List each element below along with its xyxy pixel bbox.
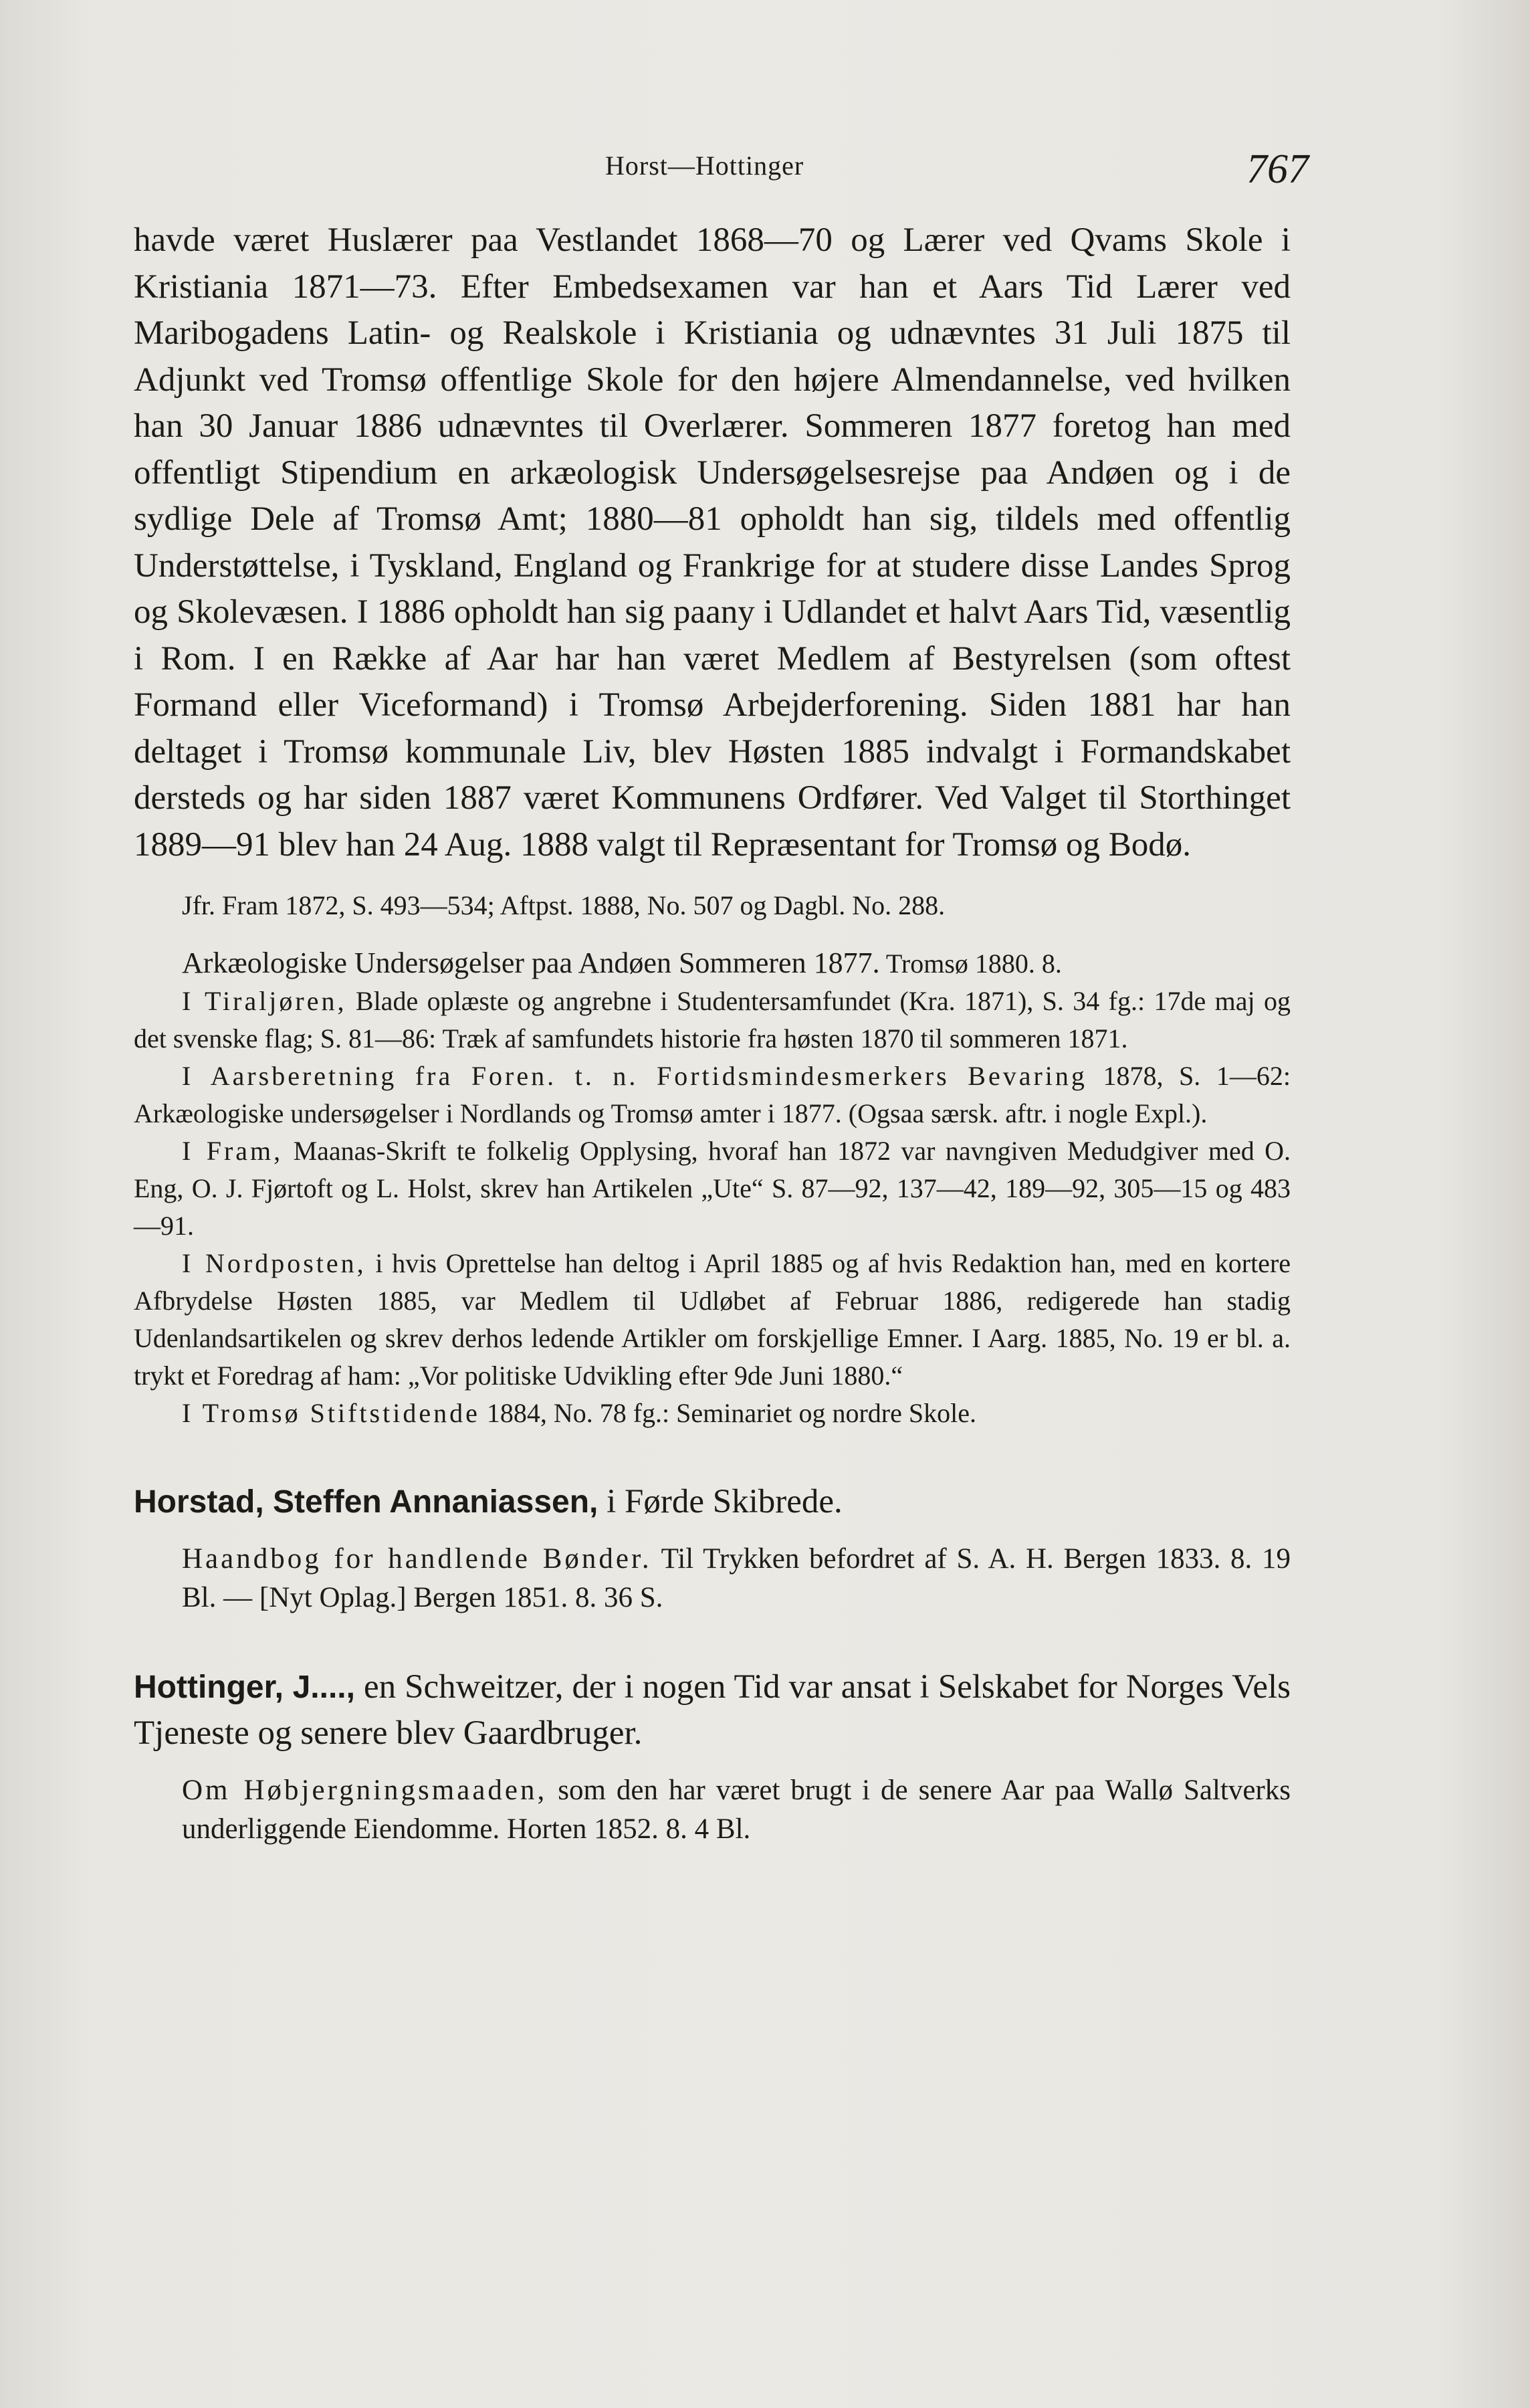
work-details: Tromsø 1880. 8. — [885, 948, 1062, 979]
entry-work-details: som den har været brugt i de senere Aar paa Wallø Saltverks underliggende Eiendomme. Horten 1852. 8. 4 Bl. — [182, 1775, 1291, 1845]
entry-description: i Førde Skibrede. — [607, 1483, 843, 1520]
work-source: I Nordposten, — [182, 1248, 366, 1278]
work-source: I Tiraljøren, — [182, 986, 347, 1016]
page-number: 767 — [1246, 146, 1309, 192]
biography-paragraph: havde været Huslærer paa Vestlandet 1868—70 og Lærer ved Qvams Skole i Kristiania 1871—73. Efter Embedsexamen var han et Aars Tid Lærer ved Maribogadens Latin- og Realskole i Kristiania og udnævntes 31 Juli 1875 til Adjunkt ved Tromsø offentlige Skole for den højere Almendannelse, ved hvilken han 30 Januar 1886 udnævntes til Overlærer. Sommeren 1877 foretog han med offentligt Stipendium en arkæologisk Undersøgelsesrejse paa Andøen og i de sydlige Dele af Tromsø Amt; 1880—81 opholdt han sig, tildels med offentlig Understøttelse, i Tyskland, England og Frankrige for at studere disse Landes Sprog og Skolevæsen. I 1886 opholdt han sig paany i Udlandet et halvt Aars Tid, væsentlig i Rom. I en Række af Aar har han været Medlem af Bestyrelsen (som oftest Formand eller Viceformand) i Tromsø Arbejderforening. Siden 1881 har han deltaget i Tromsø kommunale Liv, blev Høsten 1885 indvalgt i Formandskabet dersteds og har siden 1887 været Kommunens Ordfører. Ved Valget til Storthinget 1889—91 blev han 24 Aug. 1888 valgt til Repræsentant for Tromsø og Bodø. — [134, 221, 1291, 864]
work-details: Maanas-Skrift te folkelig Opplysing, hvoraf han 1872 var navngiven Medudgiver med O. Eng, O. J. Fjørtoft og L. Holst, skrev han Artikelen „Ute“ S. 87—92, 137—42, 189—92, 305—15 og 483—91. — [134, 1136, 1291, 1241]
running-title: Horst—Hottinger — [605, 150, 804, 181]
work-entry — [134, 1395, 1291, 1432]
work-entry — [134, 944, 1291, 983]
entry-name: Hottinger, J...., — [134, 1670, 355, 1705]
work-entry — [134, 1058, 1291, 1132]
work-entry — [134, 1245, 1291, 1395]
work-source: I Tromsø Stiftstidende — [182, 1398, 480, 1428]
work-entry — [134, 1132, 1291, 1245]
page-body — [134, 217, 1291, 1849]
work-details: Blade oplæste og angrebne i Studentersamfundet (Kra. 1871), S. 34 fg.: 17de maj og det svenske flag; S. 81—86: Træk af samfundets historie fra høsten 1870 til sommeren 1871. — [134, 986, 1291, 1054]
work-entry — [134, 983, 1291, 1058]
biography-section — [134, 217, 1291, 868]
entry-heading — [134, 1479, 1291, 1525]
work-title: Arkæologiske Undersøgelser paa Andøen Sommeren 1877. — [182, 946, 880, 979]
entry-description: en Schweitzer, der i nogen Tid var ansat i Selskabet for Norges Vels Tjeneste og senere blev Gaardbruger. — [134, 1668, 1291, 1752]
entry-heading — [134, 1664, 1291, 1757]
work-source: I Aarsberetning fra Foren. t. n. Fortidsmindesmerkers Bevaring — [182, 1061, 1087, 1091]
work-source: I Fram, — [182, 1136, 284, 1166]
work-details: i hvis Oprettelse han deltog i April 1885 og af hvis Redaktion han, med en kortere Afbrydelse Høsten 1885, var Medlem til Udløbet af Februar 1886, redigerede han stadig Udenlandsartikelen og skrev derhos ledende Artikler om forskjellige Emner. I Aarg. 1885, No. 19 er bl. a. trykt et Foredrag af ham: „Vor politiske Udvikling efter 9de Juni 1880.“ — [134, 1248, 1291, 1391]
work-details: 1884, No. 78 fg.: Seminariet og nordre Skole. — [486, 1398, 976, 1428]
entry-work — [134, 1771, 1291, 1849]
running-header — [0, 146, 1530, 193]
entry-work-title: Haandbog for handlende Bønder. — [182, 1543, 652, 1575]
entry-work-title: Om Høbjergningsmaaden, — [182, 1775, 548, 1806]
entry-name: Horstad, Steffen Annaniassen, — [134, 1484, 598, 1520]
entry-work — [134, 1540, 1291, 1617]
work-details: 1878, S. 1—62: Arkæologiske undersøgelser i Nordlands og Tromsø amter i 1877. (Ogsaa særsk. aftr. i nogle Expl.). — [134, 1061, 1291, 1128]
entry-work-details: Til Trykken befordret af S. A. H. Bergen 1833. 8. 19 Bl. — [Nyt Oplag.] Bergen 1851. 8. 36 S. — [182, 1543, 1291, 1613]
reference-note: Jfr. Fram 1872, S. 493—534; Aftpst. 1888, No. 507 og Dagbl. No. 288. — [182, 890, 946, 920]
